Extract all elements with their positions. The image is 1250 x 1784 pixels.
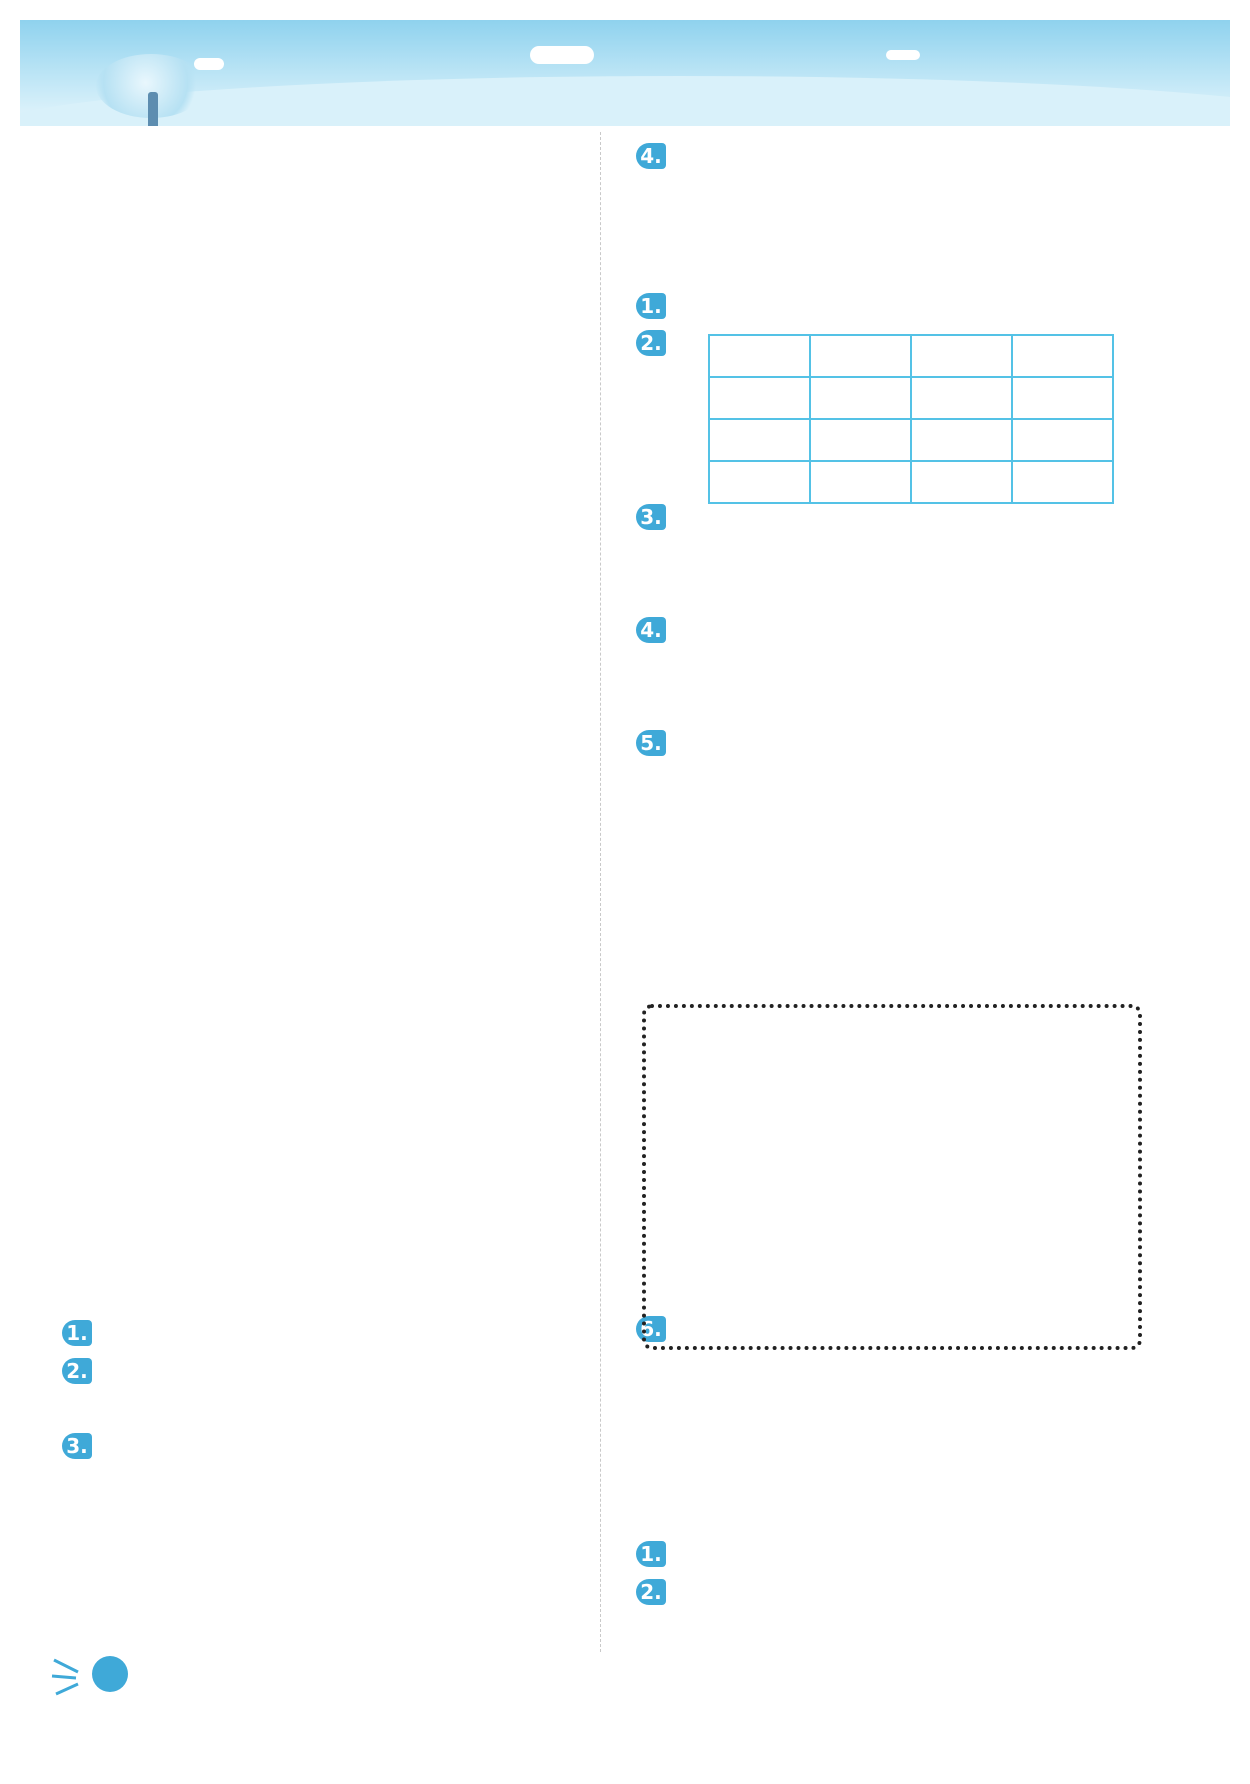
question-badge: 4. <box>636 617 666 643</box>
column-divider <box>600 132 601 1652</box>
question-badge: 5. <box>636 730 666 756</box>
table-cell <box>911 461 1012 503</box>
table-cell <box>709 377 810 419</box>
answer-line <box>62 211 582 249</box>
answer-line <box>62 437 582 475</box>
question-badge: 2. <box>636 330 666 356</box>
table-cell <box>911 377 1012 419</box>
answer-line <box>636 1572 1156 1610</box>
answer-line <box>62 775 582 813</box>
answer-line <box>62 512 582 550</box>
answer-line <box>62 1501 582 1539</box>
answer-line <box>636 211 1156 249</box>
question-badge: 6. <box>636 1316 666 1342</box>
answer-line <box>62 963 582 1001</box>
answer-line <box>636 1535 1156 1573</box>
follow-up-exercise-box <box>642 1004 1142 1350</box>
question-badge: 3. <box>62 1433 92 1459</box>
tree-trunk <box>148 92 158 126</box>
table-header-cell <box>709 335 810 377</box>
answer-line <box>62 1313 582 1351</box>
answer-line <box>62 286 582 324</box>
answer-line <box>62 1351 582 1389</box>
answer-line <box>636 174 1156 212</box>
answer-line <box>62 324 582 362</box>
header-banner <box>20 20 1230 126</box>
table-row <box>709 419 1113 461</box>
answer-line <box>62 662 582 700</box>
lesson-title <box>636 249 1156 287</box>
answer-line <box>62 174 582 212</box>
answer-line <box>62 399 582 437</box>
answer-line <box>62 587 582 625</box>
right-column <box>636 136 1156 1610</box>
answer-line <box>636 573 1156 611</box>
answer-line <box>636 836 1156 874</box>
question-badge: 2. <box>636 1579 666 1605</box>
answer-line <box>636 1422 1156 1460</box>
section-heading <box>62 1232 582 1270</box>
answer-line <box>62 1113 582 1151</box>
table-header-cell <box>911 335 1012 377</box>
answer-line <box>636 761 1156 799</box>
question-badge: 3. <box>636 504 666 530</box>
table-block <box>636 324 1156 498</box>
table-cell <box>709 461 810 503</box>
cloud-icon <box>530 46 594 64</box>
question-badge: 1. <box>636 1541 666 1567</box>
bird-icon <box>194 58 224 70</box>
answer-line <box>62 700 582 738</box>
table-cell <box>810 461 911 503</box>
cloud-icon <box>886 50 920 60</box>
answer-line <box>62 1038 582 1076</box>
table-cell <box>1012 461 1113 503</box>
lesson-title <box>62 1276 582 1314</box>
page-number <box>92 1656 128 1692</box>
answer-line <box>62 888 582 926</box>
answer-line <box>62 550 582 588</box>
answer-line <box>62 136 582 174</box>
answer-line <box>62 1539 582 1577</box>
answer-line <box>62 1389 582 1427</box>
answer-line <box>62 1464 582 1502</box>
answer-line <box>636 912 1156 950</box>
left-column <box>62 136 582 1614</box>
table-cell <box>911 419 1012 461</box>
answer-line <box>636 1384 1156 1422</box>
table-cell <box>810 377 911 419</box>
answer-line <box>62 1151 582 1189</box>
table-row <box>709 461 1113 503</box>
answer-line <box>636 686 1156 724</box>
answer-line <box>62 925 582 963</box>
answer-line <box>62 738 582 776</box>
answer-line <box>636 286 1156 324</box>
answer-line <box>62 362 582 400</box>
table-cell <box>709 419 810 461</box>
answer-line <box>636 1459 1156 1497</box>
answer-line <box>636 536 1156 574</box>
answer-line <box>62 474 582 512</box>
answer-line <box>636 799 1156 837</box>
answer-line <box>62 249 582 287</box>
answer-line <box>636 874 1156 912</box>
speed-table <box>708 334 1114 504</box>
table-cell <box>1012 419 1113 461</box>
answer-line <box>636 611 1156 649</box>
question-badge: 4. <box>636 143 666 169</box>
answer-line <box>62 813 582 851</box>
answer-line <box>62 850 582 888</box>
answer-line <box>62 1189 582 1227</box>
table-cell <box>810 419 911 461</box>
answer-line <box>62 1577 582 1615</box>
lesson-title <box>636 1497 1156 1535</box>
answer-line <box>636 648 1156 686</box>
answer-line <box>62 625 582 663</box>
answer-line <box>62 1076 582 1114</box>
page-rays-icon <box>50 1650 90 1700</box>
table-header-cell <box>1012 335 1113 377</box>
question-badge: 1. <box>636 293 666 319</box>
answer-line <box>636 136 1156 174</box>
question-badge: 2. <box>62 1358 92 1384</box>
question-badge: 1. <box>62 1320 92 1346</box>
answer-line <box>636 1347 1156 1385</box>
table-row <box>709 377 1113 419</box>
table-cell <box>1012 377 1113 419</box>
answer-line <box>62 1426 582 1464</box>
answer-line <box>636 724 1156 762</box>
table-header-row <box>709 335 1113 377</box>
answer-line <box>62 1001 582 1039</box>
table-header-cell <box>810 335 911 377</box>
